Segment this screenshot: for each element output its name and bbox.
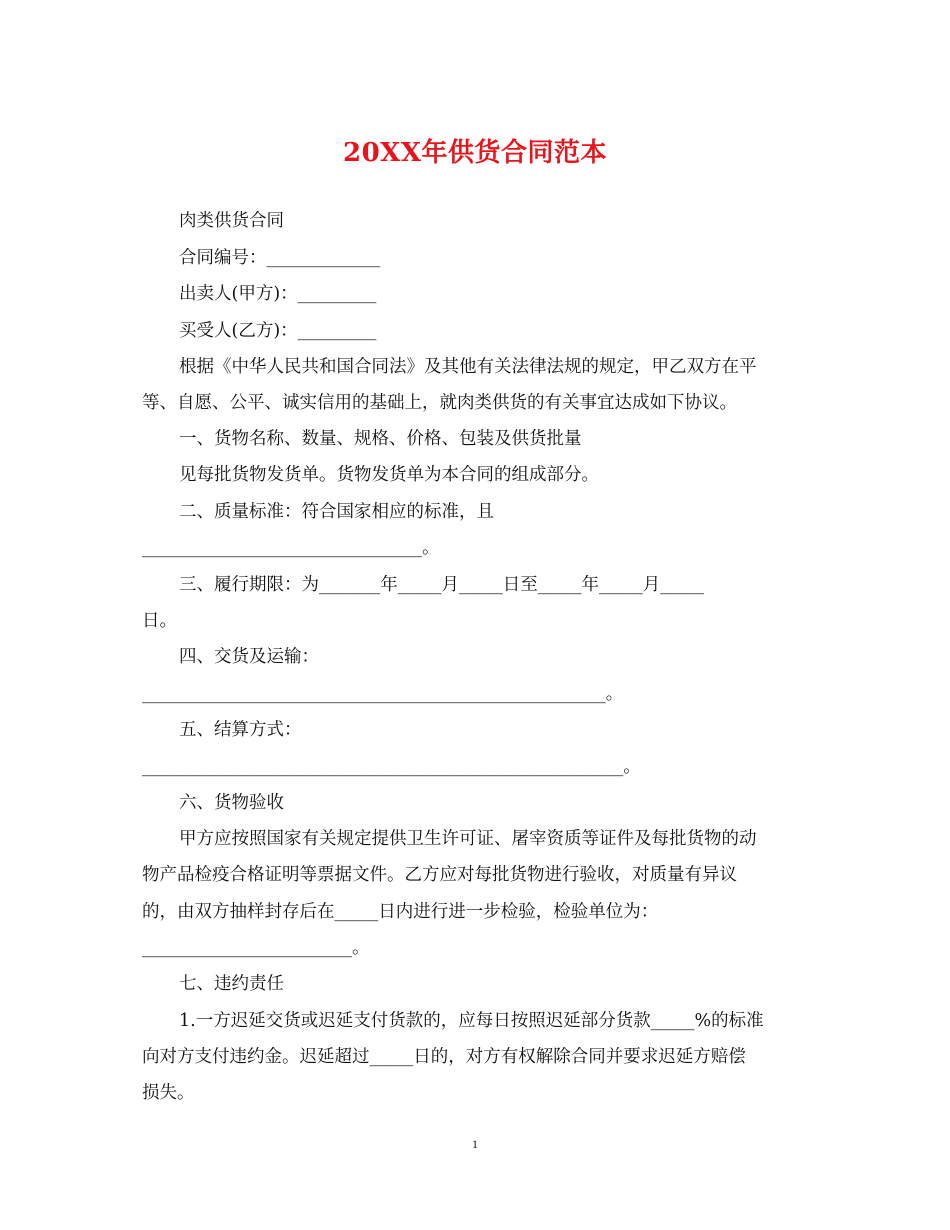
paragraph-line: 见每批货物发货单。货物发货单为本合同的组成部分。 <box>179 465 599 485</box>
paragraph-line: 向对方支付违约金。迟延超过_____日的，对方有权解除合同并要求迟延方赔偿 <box>142 1047 746 1067</box>
blank-line: ________________________________。 <box>142 538 440 558</box>
blank-line: ________________________。 <box>142 938 370 958</box>
paragraph-line: 根据《中华人民共和国合同法》及其他有关法律法规的规定，甲乙双方在平 <box>179 357 757 377</box>
seller-line: 出卖人(甲方)：_________ <box>179 284 377 304</box>
paragraph-line: 甲方应按照国家有关规定提供卫生许可证、屠宰资质等证件及每批货物的动 <box>179 829 757 849</box>
paragraph-line: 物产品检疫合格证明等票据文件。乙方应对每批货物进行验收，对质量有异议 <box>142 865 737 885</box>
clause-heading: 七、违约责任 <box>179 974 284 994</box>
clause-heading: 三、履行期限：为_______年_____月_____日至_____年_____月_____ <box>179 575 704 595</box>
clause-heading: 四、交货及运输： <box>179 647 319 667</box>
clause-heading: 五、结算方式： <box>179 720 302 740</box>
paragraph-line: 的，由双方抽样封存后在_____日内进行进一步检验，检验单位为： <box>142 902 659 922</box>
contract-number-line: 合同编号：_____________ <box>179 248 381 268</box>
paragraph-line: 等、自愿、公平、诚实信用的基础上，就肉类供货的有关事宜达成如下协议。 <box>142 393 737 413</box>
paragraph-line: 损失。 <box>142 1083 195 1103</box>
blank-line: _____________________________________________________。 <box>142 684 624 704</box>
section-heading: 肉类供货合同 <box>179 211 284 231</box>
paragraph-line: 1.一方迟延交货或迟延支付货款的，应每日按照迟延部分货款_____%的标准 <box>179 1011 764 1031</box>
clause-heading: 一、货物名称、数量、规格、价格、包装及供货批量 <box>179 429 582 449</box>
clause-heading: 六、货物验收 <box>179 793 284 813</box>
buyer-line: 买受人(乙方)：_________ <box>179 321 377 341</box>
clause-heading: 二、质量标准：符合国家相应的标准，且 <box>179 502 494 522</box>
paragraph-line: 日。 <box>142 611 177 631</box>
document-title: 20XX年供货合同范本 <box>342 138 608 168</box>
blank-line: _______________________________________________________。 <box>142 757 641 777</box>
page-number: 1 <box>472 1137 478 1151</box>
